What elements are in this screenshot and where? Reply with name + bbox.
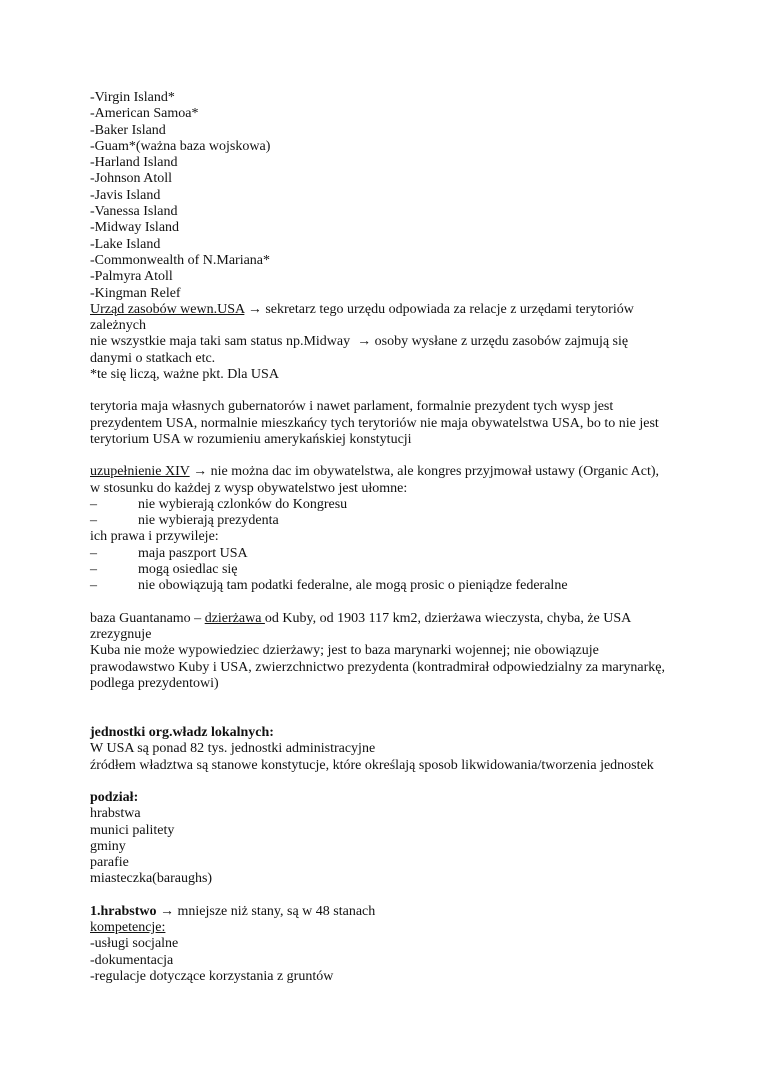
paragraph-line: W USA są ponad 82 tys. jednostki administracyjne [90,741,376,757]
list-item: -Baker Island [90,122,166,138]
guantanamo-line: Kuba nie może wypowiedziec dzierżawy; jest to baza marynarki wojennej; nie obowiązuje [90,643,599,659]
list-item: gminy [90,838,126,854]
territories-list [90,90,680,302]
county-text: → mniejsze niż stany, są w 48 stanach [156,903,376,919]
governors-paragraph [90,399,680,448]
office-paragraph [90,302,680,383]
county-section [90,904,680,985]
list-item: -Johnson Atoll [90,171,173,187]
paragraph-line: prezydentem USA, normalnie mieszkańcy tych terytoriów nie maja obywatelstwa USA, bo to nie jest [90,415,659,431]
list-item: munici palitety [90,822,175,838]
section-heading: jednostki org.władz lokalnych: [90,725,274,741]
amendment-title: uzupełnienie XIV [90,464,190,480]
dash-list-text: nie wybierają prezydenta [138,513,279,529]
competence-label: kompetencje: [90,920,166,936]
guantanamo-text: od Kuby, od 1903 117 km2, dzierżawa wieczysta, chyba, że USA [264,610,632,626]
amendment-line [90,464,680,480]
list-item: -Vanessa Island [90,204,178,220]
rights-label: ich prawa i przywileje: [90,529,219,545]
office-line: *te się liczą, ważne pkt. Dla USA [90,367,279,383]
list-item: -American Samoa* [90,106,199,122]
guantanamo-line: prawodawstwo Kuby i USA, zwierzchnictwo prezydenta (kontradmirał odpowiedzialny za marynarkę, [90,659,665,675]
list-item: hrabstwa [90,806,141,822]
list-item: miasteczka(baraughs) [90,871,213,887]
guantanamo-paragraph [90,611,680,692]
amendment-paragraph [90,464,680,594]
county-title: 1.hrabstwo [90,903,157,919]
list-item: -Guam*(ważna baza wojskowa) [90,138,271,154]
list-item: -Commonwealth of N.Mariana* [90,252,271,268]
paragraph-line: terytoria maja własnych gubernatorów i nawet parlament, formalnie prezydent tych wysp jest [90,399,614,415]
dash-list-item [90,497,680,513]
office-title: Urząd zasobów wewn.USA [90,301,245,317]
amendment-text: → nie można dac im obywatelstwa, ale kongres przyjmował ustawy (Organic Act), [189,464,660,480]
county-heading [90,904,680,920]
lease-term: dzierżawa [204,610,265,626]
list-item: -Lake Island [90,236,161,252]
office-line: nie wszystkie maja taki sam status np.Midway → osoby wysłane z urzędu zasobów zajmują się [90,334,629,350]
list-item: -dokumentacja [90,952,174,968]
office-text: → sekretarz tego urzędu odpowiada za relacje z urzędami terytoriów [244,301,634,317]
list-item: -Kingman Relef [90,285,181,301]
dash-list-item [90,562,680,578]
dash-bullet: – [90,545,97,561]
dash-bullet: – [90,578,97,594]
list-item: -regulacje dotyczące korzystania z gruntów [90,968,334,984]
dash-bullet: – [90,496,97,512]
list-item: -usługi socjalne [90,936,179,952]
dash-bullet: – [90,562,97,578]
amendment-line: w stosunku do każdej z wysp obywatelstwo jest ułomne: [90,480,408,496]
list-item: -Midway Island [90,220,180,236]
local-units-section [90,725,680,774]
office-line: zależnych [90,318,146,334]
document-body [90,90,680,985]
dash-list-item [90,546,680,562]
guantanamo-line: zrezygnuje [90,626,152,642]
office-line: danymi o statkach etc. [90,350,216,366]
list-item: -Virgin Island* [90,90,175,105]
dash-list-text: nie wybierają czlonków do Kongresu [138,496,348,512]
dash-list-item [90,578,680,594]
dash-bullet: – [90,513,97,529]
section-heading: podział: [90,789,139,805]
dash-list-item [90,513,680,529]
dash-list-text: maja paszport USA [138,545,248,561]
office-line [90,302,680,318]
dash-list-text: nie obowiązują tam podatki federalne, ale mogą prosic o pieniądze federalne [138,578,568,594]
list-item: -Harland Island [90,155,178,171]
division-section [90,790,680,888]
guantanamo-line [90,611,680,627]
paragraph-line: terytorium USA w rozumieniu amerykańskiej konstytucji [90,431,412,447]
guantanamo-prefix: baza Guantanamo – [90,610,205,626]
list-item: -Javis Island [90,187,161,203]
guantanamo-line: podlega prezydentowi) [90,675,219,691]
paragraph-line: źródłem władztwa są stanowe konstytucje, które określają sposob likwidowania/tworzenia jednostek [90,757,654,773]
dash-list-text: mogą osiedlac się [138,562,238,578]
list-item: -Palmyra Atoll [90,269,173,285]
list-item: parafie [90,855,129,871]
